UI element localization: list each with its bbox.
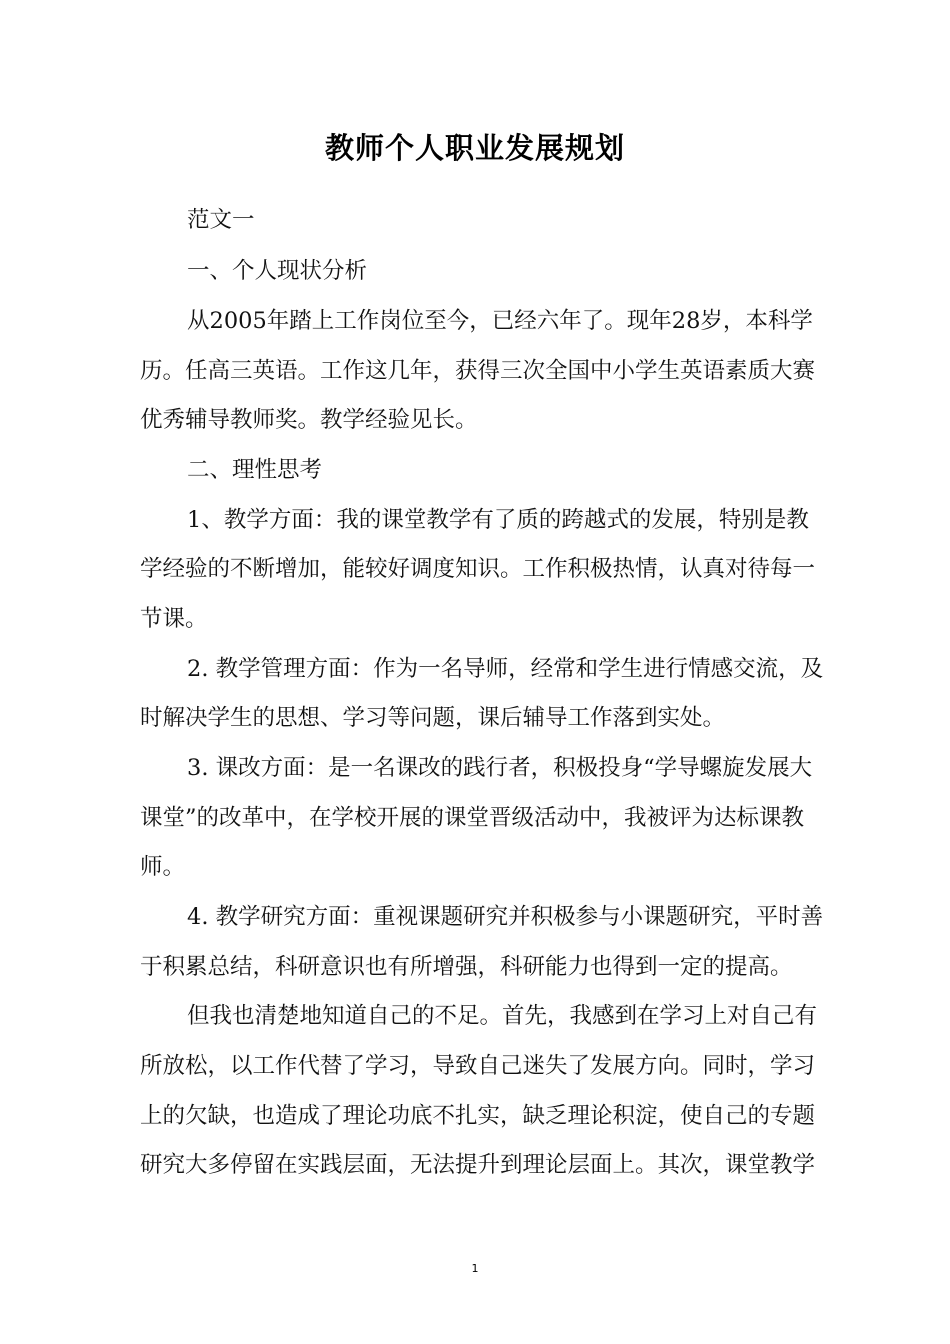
text-line: 研究大多停留在实践层面，无法提升到理论层面上。其次，课堂教学 — [140, 1152, 816, 1178]
text-line: 课堂”的改革中，在学校开展的课堂晋级活动中，我被评为达标课教 — [140, 805, 805, 831]
text-line: 于积累总结，科研意识也有所增强，科研能力也得到一定的提高。 — [140, 954, 793, 980]
text-line: 上的欠缺，也造成了理论功底不扎实，缺乏理论积淀，使自己的专题 — [140, 1103, 816, 1129]
text-line: 节课。 — [140, 606, 208, 632]
text-line: 学经验的不断增加，能较好调度知识。工作积极热情，认真对待每一 — [140, 556, 816, 582]
text-line: 历。任高三英语。工作这几年，获得三次全国中小学生英语素质大赛 — [140, 358, 816, 384]
text-line: 优秀辅导教师奖。教学经验见长。 — [140, 407, 478, 433]
section-heading: 一、个人现状分析 — [187, 258, 368, 284]
page-number: 1 — [471, 1262, 479, 1275]
text-line: 从2005年踏上工作岗位至今，已经六年了。现年28岁，本科学 — [187, 308, 813, 334]
text-line: 1、教学方面：我的课堂教学有了质的跨越式的发展，特别是教 — [187, 507, 809, 533]
text-line: 3. 课改方面：是一名课改的践行者，积极投身“学导螺旋发展大 — [187, 755, 813, 781]
text-line: 但我也清楚地知道自己的不足。首先，我感到在学习上对自己有 — [187, 1003, 818, 1029]
text-line: 所放松，以工作代替了学习，导致自己迷失了发展方向。同时，学习 — [140, 1053, 816, 1079]
text-line: 师。 — [140, 854, 186, 880]
text-line: 4. 教学研究方面：重视课题研究并积极参与小课题研究，平时善 — [187, 904, 824, 930]
document-title: 教师个人职业发展规划 — [324, 131, 625, 165]
text-line: 范文一 — [187, 207, 255, 233]
text-line: 时解决学生的思想、学习等问题，课后辅导工作落到实处。 — [140, 705, 726, 731]
text-line: 2. 教学管理方面：作为一名导师，经常和学生进行情感交流，及 — [187, 656, 824, 682]
section-heading: 二、理性思考 — [187, 457, 323, 483]
